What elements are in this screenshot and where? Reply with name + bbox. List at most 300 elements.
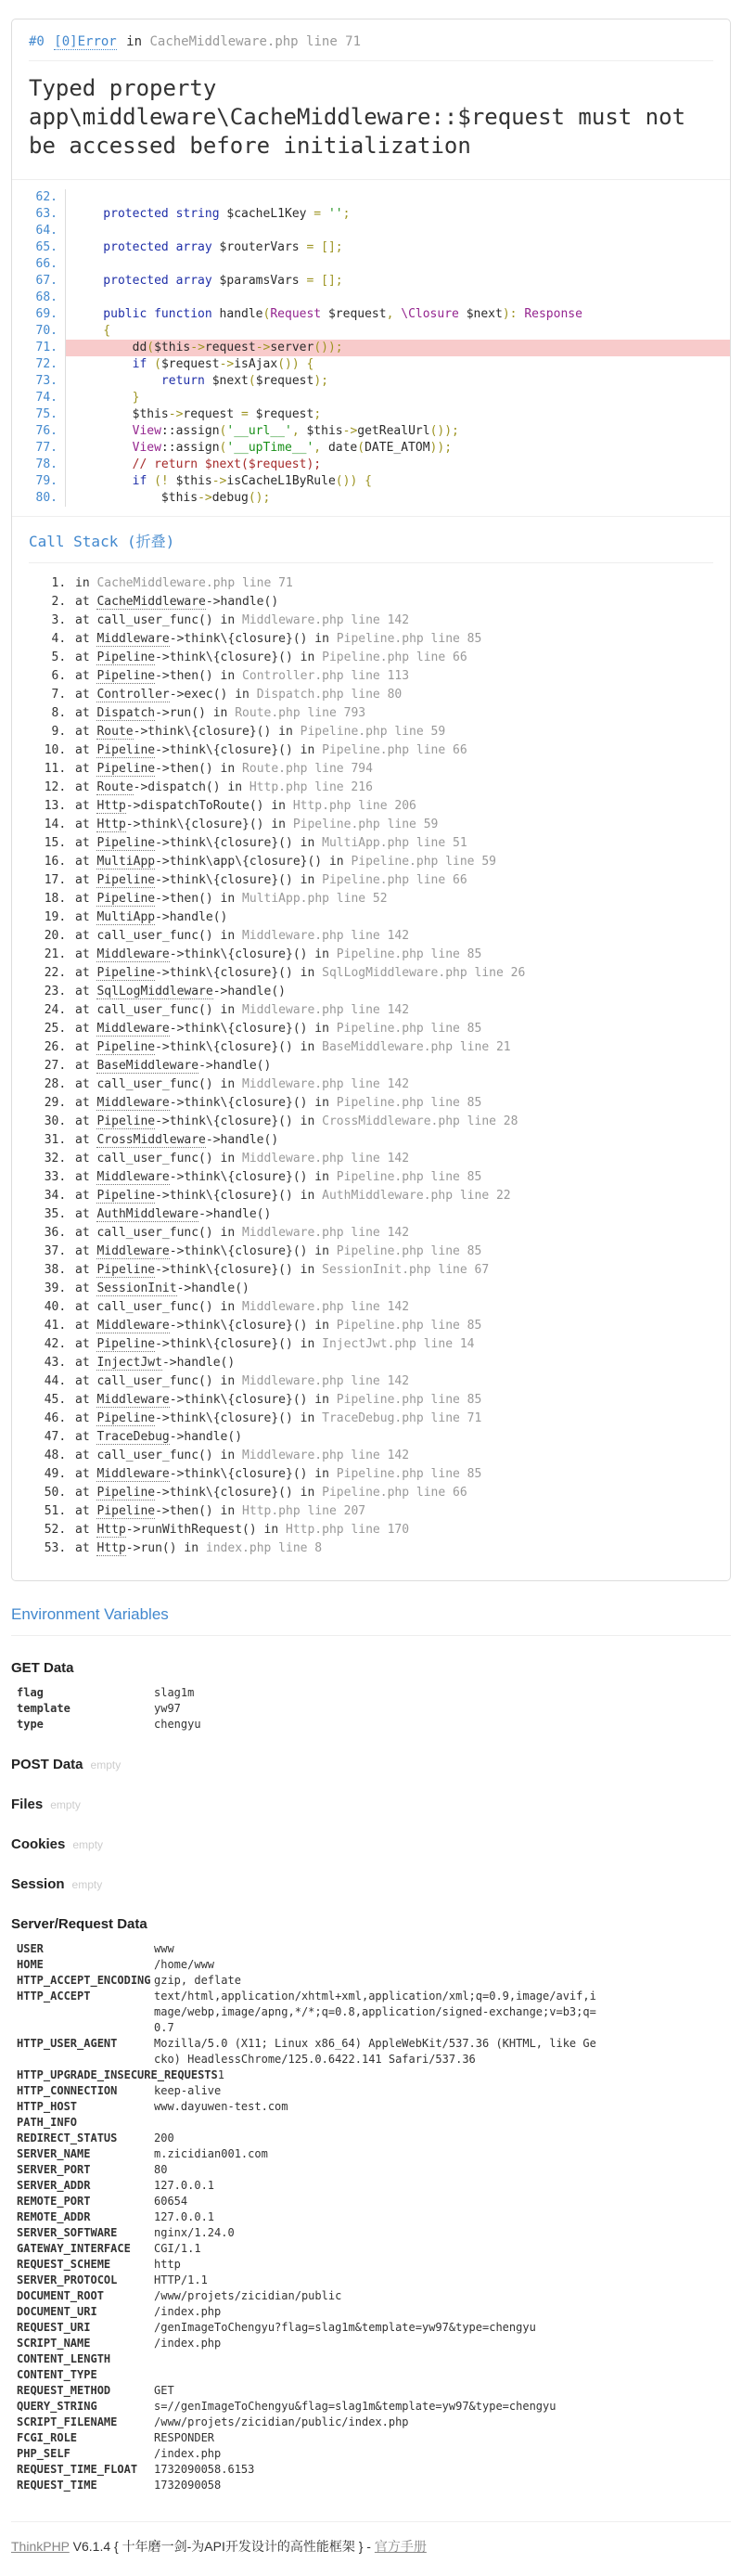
- stack-file-toggle[interactable]: Pipeline.php line 66: [322, 650, 467, 664]
- stack-item: 5. at Pipeline->think\{closure}() in Pipeline.php line 66: [73, 649, 713, 667]
- environment-groups: [11, 1660, 731, 2493]
- env-value: 1: [217, 2068, 224, 2081]
- env-value: slag1m: [154, 1686, 195, 1699]
- line-source: [66, 189, 730, 206]
- code-line: [12, 189, 730, 206]
- stack-item: 35. at AuthMiddleware->handle(): [73, 1205, 713, 1224]
- line-number: 62.: [12, 189, 66, 206]
- env-value: keep-alive: [154, 2084, 222, 2097]
- code-token: $this: [74, 491, 198, 505]
- stack-class: Middleware: [96, 1319, 170, 1333]
- line-source: [66, 273, 730, 290]
- code-line: [12, 290, 730, 306]
- stack-item: 12. at Route->dispatch() in Http.php line 216: [73, 779, 713, 797]
- stack-file-toggle[interactable]: Pipeline.php line 66: [322, 873, 467, 887]
- env-value: /home/www: [154, 1958, 215, 1971]
- code-token: '': [327, 207, 343, 221]
- code-line-error: [12, 340, 730, 356]
- code-token: =: [241, 407, 249, 421]
- line-source: [66, 473, 730, 490]
- code-token: $request: [255, 374, 314, 388]
- stack-item: 36. at call_user_func() in Middleware.php line 142: [73, 1224, 713, 1243]
- code-token: $next: [458, 307, 503, 321]
- env-key: REQUEST_TIME_FLOAT: [17, 2463, 138, 2476]
- env-row: [17, 2225, 731, 2241]
- env-row: [17, 2162, 731, 2178]
- stack-file-toggle[interactable]: Dispatch.php line 80: [256, 688, 403, 702]
- env-row: [17, 1957, 731, 1973]
- stack-file-toggle[interactable]: Route.php line 793: [235, 706, 366, 720]
- code-line: [12, 256, 730, 273]
- env-key: SERVER_SOFTWARE: [17, 2226, 118, 2239]
- env-table: [11, 1941, 731, 2493]
- code-line: [12, 423, 730, 440]
- stack-item: 41. at Middleware->think\{closure}() in Pipeline.php line 85: [73, 1317, 713, 1335]
- code-token: ->: [255, 341, 271, 354]
- line-number: 71.: [12, 340, 66, 356]
- env-value: www.dayuwen-test.com: [154, 2100, 288, 2113]
- stack-class: Pipeline: [96, 1040, 156, 1054]
- env-value: /www/projets/zicidian/public/index.php: [154, 2415, 409, 2428]
- code-line: [12, 239, 730, 256]
- stack-file-toggle[interactable]: Pipeline.php line 85: [336, 632, 482, 646]
- stack-file-toggle[interactable]: Http.php line 206: [292, 799, 416, 813]
- line-source: [66, 306, 730, 323]
- stack-class: Pipeline: [96, 1337, 156, 1351]
- env-value: 127.0.0.1: [154, 2210, 215, 2223]
- stack-item: 43. at InjectJwt->handle(): [73, 1354, 713, 1372]
- env-row: [17, 2067, 731, 2083]
- line-number: 78.: [12, 457, 66, 473]
- stack-class: Route: [96, 780, 134, 794]
- code-token: protected string: [74, 207, 220, 221]
- stack-class: CrossMiddleware: [96, 1133, 206, 1147]
- stack-class: Middleware: [96, 1393, 170, 1407]
- stack-item: 49. at Middleware->think\{closure}() in Pipeline.php line 85: [73, 1465, 713, 1484]
- env-row: [17, 2399, 731, 2415]
- stack-file-toggle[interactable]: CacheMiddleware.php line 71: [96, 576, 293, 590]
- stack-item: 51. at Pipeline->then() in Http.php line 207: [73, 1502, 713, 1521]
- stack-file-toggle[interactable]: Pipeline.php line 85: [336, 947, 482, 961]
- env-value: 80: [154, 2163, 168, 2176]
- stack-class: Pipeline: [96, 1411, 156, 1425]
- stack-file-toggle[interactable]: Pipeline.php line 59: [292, 818, 439, 831]
- exception-index: #0: [29, 34, 45, 49]
- code-line: [12, 223, 730, 239]
- line-source: [66, 356, 730, 373]
- env-value: [154, 2367, 599, 2383]
- stack-item: 11. at Pipeline->then() in Route.php line 794: [73, 760, 713, 779]
- stack-file-toggle[interactable]: Middleware.php line 142: [242, 929, 410, 943]
- stack-class: AuthMiddleware: [96, 1207, 199, 1221]
- stack-class: Pipeline: [96, 669, 156, 683]
- stack-file-toggle[interactable]: Pipeline.php line 85: [336, 1022, 482, 1036]
- stack-item: 48. at call_user_func() in Middleware.php line 142: [73, 1447, 713, 1465]
- stack-item: 47. at TraceDebug->handle(): [73, 1428, 713, 1447]
- line-source: [66, 239, 730, 256]
- stack-file-toggle[interactable]: Route.php line 794: [242, 762, 373, 776]
- stack-file-toggle[interactable]: Pipeline.php line 66: [322, 743, 467, 757]
- stack-item: 18. at Pipeline->then() in MultiApp.php line 52: [73, 890, 713, 908]
- stack-item: 40. at call_user_func() in Middleware.php line 142: [73, 1298, 713, 1317]
- stack-file-toggle[interactable]: AuthMiddleware.php line 22: [322, 1189, 511, 1203]
- stack-class: Middleware: [96, 1170, 170, 1184]
- stack-file-toggle[interactable]: Middleware.php line 142: [242, 1449, 410, 1462]
- code-token: $this: [74, 407, 169, 421]
- stack-file-toggle[interactable]: CrossMiddleware.php line 28: [322, 1114, 518, 1128]
- env-key: REMOTE_ADDR: [17, 2210, 91, 2223]
- env-key: REDIRECT_STATUS: [17, 2132, 118, 2145]
- code-token: ::assign: [160, 424, 220, 438]
- code-token: (: [248, 374, 256, 388]
- stack-item: 46. at Pipeline->think\{closure}() in TraceDebug.php line 71: [73, 1410, 713, 1428]
- code-token: getRealUrl: [357, 424, 430, 438]
- code-token: {: [74, 324, 111, 338]
- env-key: DOCUMENT_ROOT: [17, 2289, 104, 2302]
- line-source: [66, 223, 730, 239]
- env-value: 1732090058.6153: [154, 2463, 255, 2476]
- stack-file-toggle[interactable]: MultiApp.php line 51: [322, 836, 467, 850]
- env-key: PATH_INFO: [17, 2116, 78, 2129]
- stack-item: 4. at Middleware->think\{closure}() in Pipeline.php line 85: [73, 630, 713, 649]
- code-token: ()) {: [335, 474, 372, 488]
- line-source: [66, 423, 730, 440]
- code-line: [12, 373, 730, 390]
- code-token: ->: [219, 357, 235, 371]
- env-row: [17, 2320, 731, 2336]
- stack-file-toggle[interactable]: BaseMiddleware.php line 21: [322, 1040, 511, 1054]
- env-group-title: POST Data empty: [11, 1757, 122, 1772]
- stack-item: 53. at Http->run() in index.php line 8: [73, 1539, 713, 1558]
- code-token: (: [147, 341, 155, 354]
- code-line: [12, 473, 730, 490]
- line-number: 75.: [12, 406, 66, 423]
- env-row: [17, 2209, 731, 2225]
- code-token: ();: [248, 491, 271, 505]
- code-token: $routerVars: [211, 240, 307, 254]
- stack-file-toggle[interactable]: Middleware.php line 142: [242, 1300, 410, 1314]
- code-token: ));: [429, 441, 453, 455]
- env-row: [17, 2351, 731, 2367]
- env-key: HTTP_USER_AGENT: [17, 2037, 118, 2050]
- env-key: SERVER_ADDR: [17, 2179, 91, 2192]
- stack-item: 10. at Pipeline->think\{closure}() in Pipeline.php line 66: [73, 741, 713, 760]
- stack-file-toggle[interactable]: Controller.php line 113: [242, 669, 410, 683]
- line-source: [66, 457, 730, 473]
- line-source: [66, 206, 730, 223]
- stack-class: Http: [96, 1523, 126, 1537]
- code-token: ->: [342, 424, 358, 438]
- source-code: [12, 179, 730, 516]
- env-value: Mozilla/5.0 (X11; Linux x86_64) AppleWebKit/537.36 (KHTML, like Gecko) HeadlessChrome/125.0.6422.141 Safari/537.36: [154, 2037, 596, 2066]
- env-key: template: [17, 1702, 70, 1715]
- code-line: [12, 390, 730, 406]
- env-group-title: Cookies empty: [11, 1836, 104, 1852]
- stack-item: 26. at Pipeline->think\{closure}() in BaseMiddleware.php line 21: [73, 1038, 713, 1057]
- code-token: $request: [248, 407, 314, 421]
- code-token: ;: [342, 207, 351, 221]
- env-row: [17, 2415, 731, 2430]
- stack-item: 14. at Http->think\{closure}() in Pipeline.php line 59: [73, 816, 713, 834]
- code-token: (: [219, 424, 227, 438]
- code-token: View: [74, 441, 161, 455]
- stack-item: 21. at Middleware->think\{closure}() in Pipeline.php line 85: [73, 946, 713, 964]
- stack-class: Http: [96, 799, 126, 813]
- code-token: ,: [291, 424, 300, 438]
- stack-class: Pipeline: [96, 1114, 156, 1128]
- env-key: SCRIPT_FILENAME: [17, 2415, 118, 2428]
- env-key: REQUEST_URI: [17, 2321, 91, 2334]
- call-stack-title[interactable]: Call Stack (折叠): [29, 530, 713, 563]
- stack-item: 33. at Middleware->think\{closure}() in Pipeline.php line 85: [73, 1168, 713, 1187]
- code-token: isCacheL1ByRule: [226, 474, 336, 488]
- code-token: request: [183, 407, 242, 421]
- code-token: $cacheL1Key: [219, 207, 314, 221]
- env-value: s=//genImageToChengyu&flag=slag1m&template=yw97&type=chengyu: [154, 2400, 556, 2413]
- stack-item: 20. at call_user_func() in Middleware.php line 142: [73, 927, 713, 946]
- env-key: PHP_SELF: [17, 2447, 70, 2460]
- env-row: [17, 2462, 731, 2478]
- stack-file-toggle[interactable]: Http.php line 170: [286, 1523, 410, 1537]
- env-row: [17, 2273, 731, 2288]
- code-token: $this: [154, 341, 191, 354]
- stack-class: Route: [96, 725, 134, 739]
- env-row: [17, 1701, 731, 1717]
- stack-file-toggle[interactable]: Http.php line 207: [242, 1504, 366, 1518]
- line-number: 68.: [12, 290, 66, 306]
- environment-section: [11, 1605, 731, 2493]
- code-line: [12, 206, 730, 223]
- stack-file-toggle[interactable]: Middleware.php line 142: [242, 1003, 410, 1017]
- stack-file-toggle[interactable]: Middleware.php line 142: [242, 613, 410, 627]
- code-token: ::assign: [160, 441, 220, 455]
- env-key: REQUEST_TIME: [17, 2479, 97, 2492]
- env-key: HTTP_UPGRADE_INSECURE_REQUESTS: [17, 2068, 218, 2081]
- code-token: $request: [160, 357, 220, 371]
- code-token: =: [313, 207, 328, 221]
- env-key: HTTP_ACCEPT: [17, 1990, 91, 2003]
- line-source: [66, 373, 730, 390]
- stack-file-toggle[interactable]: Pipeline.php line 85: [336, 1319, 482, 1333]
- env-row: [17, 2336, 731, 2351]
- env-value: /index.php: [154, 2337, 222, 2350]
- code-token: server: [270, 341, 314, 354]
- line-number: 67.: [12, 273, 66, 290]
- env-empty-label: empty: [72, 1838, 104, 1851]
- stack-file-toggle[interactable]: Middleware.php line 142: [242, 1374, 410, 1388]
- stack-file-toggle[interactable]: Pipeline.php line 85: [336, 1244, 482, 1258]
- stack-item: 23. at SqlLogMiddleware->handle(): [73, 983, 713, 1001]
- call-stack-list: [29, 574, 713, 1558]
- env-value: chengyu: [154, 1718, 201, 1731]
- env-group-title: Files empty: [11, 1797, 81, 1812]
- code-token: $this: [175, 474, 212, 488]
- env-value: CGI/1.1: [154, 2242, 201, 2255]
- env-row: [17, 2194, 731, 2209]
- exception-message: Typed property app\middleware\CacheMiddleware::$request must not be accessed before initialization: [29, 75, 686, 159]
- code-token: ->: [190, 341, 205, 354]
- env-key: DOCUMENT_URI: [17, 2305, 97, 2318]
- stack-file-toggle[interactable]: index.php line 8: [205, 1541, 323, 1555]
- code-token: $request: [321, 307, 387, 321]
- stack-class: BaseMiddleware: [96, 1059, 199, 1073]
- stack-item: 52. at Http->runWithRequest() in Http.php line 170: [73, 1521, 713, 1539]
- env-row: [17, 1717, 731, 1732]
- stack-file-toggle[interactable]: Pipeline.php line 85: [336, 1393, 482, 1407]
- code-token: }: [74, 391, 140, 405]
- code-token: debug: [211, 491, 249, 505]
- env-value: [154, 2351, 599, 2367]
- code-token: // return $next($request);: [74, 457, 322, 471]
- code-token: );: [313, 374, 328, 388]
- code-token: $paramsVars: [211, 274, 307, 288]
- env-value: GET: [154, 2384, 174, 2397]
- env-value: gzip, deflate: [154, 1974, 241, 1987]
- line-source: [66, 390, 730, 406]
- env-value: m.zicidian001.com: [154, 2147, 268, 2160]
- env-row: [17, 2178, 731, 2194]
- env-key: SERVER_PROTOCOL: [17, 2273, 118, 2286]
- env-key: REQUEST_SCHEME: [17, 2258, 111, 2271]
- stack-file-toggle[interactable]: Pipeline.php line 85: [336, 1467, 482, 1481]
- env-row: [17, 2241, 731, 2257]
- stack-file-toggle[interactable]: Pipeline.php line 59: [300, 725, 446, 739]
- stack-file-toggle[interactable]: Pipeline.php line 85: [336, 1096, 482, 1110]
- stack-class: SqlLogMiddleware: [96, 985, 213, 998]
- code-token: $this: [299, 424, 343, 438]
- env-key: QUERY_STRING: [17, 2400, 97, 2413]
- stack-file-toggle[interactable]: Pipeline.php line 85: [336, 1170, 482, 1184]
- env-value: 200: [154, 2132, 174, 2145]
- code-token: ());: [429, 424, 459, 438]
- exception-location: CacheMiddleware.php line 71: [149, 34, 362, 49]
- env-row: [17, 2036, 731, 2067]
- stack-class: Pipeline: [96, 1189, 156, 1203]
- stack-file-toggle[interactable]: Pipeline.php line 66: [322, 1486, 467, 1500]
- code-token: (: [357, 441, 365, 455]
- code-token: ,: [386, 307, 394, 321]
- stack-file-toggle[interactable]: Http.php line 216: [249, 780, 373, 794]
- env-key: CONTENT_TYPE: [17, 2368, 97, 2381]
- env-table: [11, 1685, 731, 1732]
- stack-item: 13. at Http->dispatchToRoute() in Http.php line 206: [73, 797, 713, 816]
- stack-item: 8. at Dispatch->run() in Route.php line 793: [73, 704, 713, 723]
- env-key: HTTP_HOST: [17, 2100, 78, 2113]
- stack-item: 50. at Pipeline->think\{closure}() in Pipeline.php line 66: [73, 1484, 713, 1502]
- code-token: '__upTime__': [226, 441, 314, 455]
- stack-class: Pipeline: [96, 873, 156, 887]
- stack-class: Controller: [96, 688, 170, 702]
- code-token: (: [262, 307, 271, 321]
- stack-class: Pipeline: [96, 650, 156, 664]
- code-line: [12, 440, 730, 457]
- stack-class: Middleware: [96, 947, 170, 961]
- stack-file-toggle[interactable]: SqlLogMiddleware.php line 26: [322, 966, 526, 980]
- stack-item: 9. at Route->think\{closure}() in Pipeline.php line 59: [73, 723, 713, 741]
- stack-item: 19. at MultiApp->handle(): [73, 908, 713, 927]
- env-value: nginx/1.24.0: [154, 2226, 235, 2239]
- stack-class: TraceDebug: [96, 1430, 170, 1444]
- env-empty-label: empty: [90, 1758, 122, 1771]
- code-token: ->: [168, 407, 184, 421]
- stack-class: Middleware: [96, 1022, 170, 1036]
- env-value: [154, 2115, 599, 2131]
- stack-class: InjectJwt: [96, 1356, 162, 1370]
- env-group-title: Session empty: [11, 1876, 103, 1892]
- stack-file-toggle[interactable]: SessionInit.php line 67: [322, 1263, 490, 1277]
- manual-link[interactable]: 官方手册: [374, 2539, 427, 2554]
- code-line: [12, 457, 730, 473]
- stack-class: MultiApp: [96, 855, 156, 869]
- stack-item: 7. at Controller->exec() in Dispatch.php line 80: [73, 686, 713, 704]
- stack-item: 1. in CacheMiddleware.php line 71: [73, 574, 713, 593]
- stack-class: Dispatch: [96, 706, 156, 720]
- env-row: [17, 2383, 731, 2399]
- stack-file-toggle[interactable]: InjectJwt.php line 14: [322, 1337, 475, 1351]
- stack-file-toggle[interactable]: Middleware.php line 142: [242, 1077, 410, 1091]
- stack-class: Middleware: [96, 1244, 170, 1258]
- stack-file-toggle[interactable]: Middleware.php line 142: [242, 1226, 410, 1240]
- line-number: 64.: [12, 223, 66, 239]
- code-token: dd: [74, 341, 147, 354]
- env-row: [17, 2099, 731, 2115]
- code-token: (: [219, 441, 227, 455]
- call-stack: [12, 516, 730, 1580]
- env-key: SERVER_NAME: [17, 2147, 91, 2160]
- code-line: [12, 273, 730, 290]
- line-number: 73.: [12, 373, 66, 390]
- stack-item: 3. at call_user_func() in Middleware.php line 142: [73, 612, 713, 630]
- line-number: 79.: [12, 473, 66, 490]
- stack-item: 34. at Pipeline->think\{closure}() in AuthMiddleware.php line 22: [73, 1187, 713, 1205]
- code-token: View: [74, 424, 161, 438]
- env-row: [17, 2083, 731, 2099]
- code-token: ()) {: [277, 357, 314, 371]
- stack-class: Pipeline: [96, 966, 156, 980]
- env-value: text/html,application/xhtml+xml,application/xml;q=0.9,image/avif,image/webp,image/apng,*/*;q=0.8,application/signed-exchange;v=b3;q=0.7: [154, 1990, 596, 2034]
- env-row: [17, 1973, 731, 1989]
- stack-item: 6. at Pipeline->then() in Controller.php line 113: [73, 667, 713, 686]
- thinkphp-link[interactable]: ThinkPHP: [11, 2539, 70, 2554]
- line-source: [66, 256, 730, 273]
- env-row: [17, 2131, 731, 2146]
- env-empty-label: empty: [50, 1798, 81, 1811]
- stack-item: 25. at Middleware->think\{closure}() in Pipeline.php line 85: [73, 1020, 713, 1038]
- env-value: 1732090058: [154, 2479, 222, 2492]
- env-row: [17, 2430, 731, 2446]
- stack-class: Middleware: [96, 632, 170, 646]
- env-row: [17, 1941, 731, 1957]
- line-number: 69.: [12, 306, 66, 323]
- line-number: 72.: [12, 356, 66, 373]
- code-line: [12, 356, 730, 373]
- stack-file-toggle[interactable]: TraceDebug.php line 71: [322, 1411, 482, 1425]
- stack-file-toggle[interactable]: Pipeline.php line 59: [351, 855, 496, 869]
- line-number: 74.: [12, 390, 66, 406]
- code-token: [147, 357, 154, 371]
- stack-item: 37. at Middleware->think\{closure}() in Pipeline.php line 85: [73, 1243, 713, 1261]
- footer: [11, 2521, 731, 2556]
- line-source: [66, 340, 730, 356]
- divider: [29, 60, 713, 61]
- line-number: 77.: [12, 440, 66, 457]
- line-number: 65.: [12, 239, 66, 256]
- stack-file-toggle[interactable]: MultiApp.php line 52: [242, 892, 388, 906]
- code-token: if: [74, 474, 147, 488]
- stack-file-toggle[interactable]: Middleware.php line 142: [242, 1152, 410, 1166]
- code-token: protected array: [74, 274, 212, 288]
- code-token: ;: [313, 407, 322, 421]
